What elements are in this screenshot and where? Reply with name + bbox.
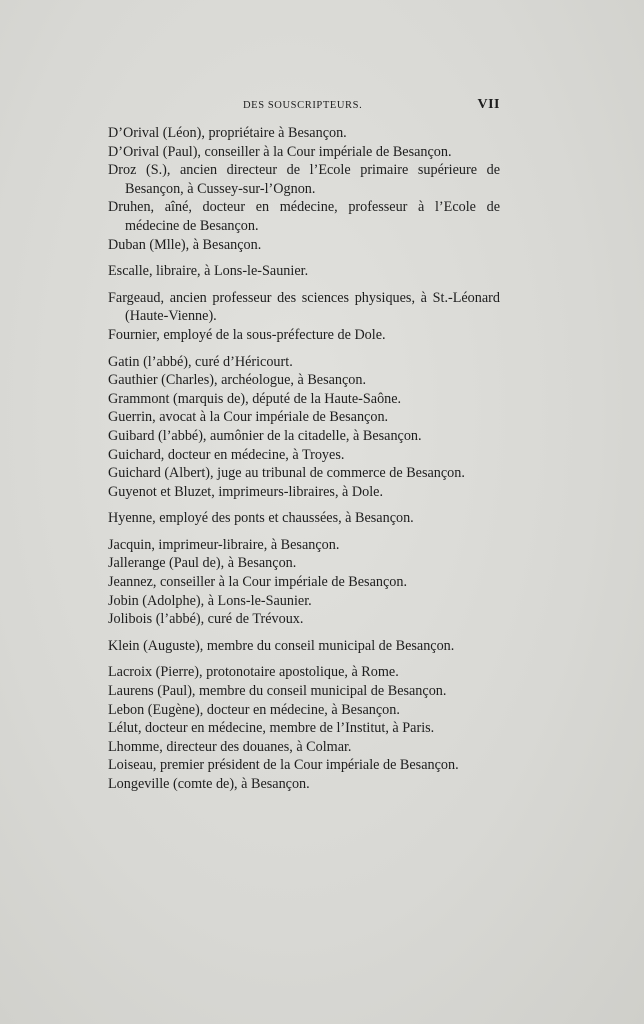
subscriber-entry: Jolibois (l’abbé), curé de Trévoux. [108, 611, 304, 628]
subscriber-entry: Jobin (Adolphe), à Lons-le-Saunier. [108, 592, 312, 609]
subscriber-entry: Longeville (comte de), à Besançon. [108, 776, 310, 792]
subscriber-entry: Lebon (Eugène), docteur en médecine, à Besançon. [108, 701, 400, 718]
subscriber-entry: Droz (S.), ancien directeur de l’Ecole primaire supérieure de Besançon, à Cussey-sur-l’Ognon. [108, 162, 500, 197]
page-number: VII [477, 97, 500, 112]
subscriber-entry: Lhomme, directeur des douanes, à Colmar. [108, 738, 352, 755]
subscriber-entry: Jacquin, imprimeur-libraire, à Besançon. [108, 536, 340, 553]
subscriber-list [108, 124, 500, 794]
subscriber-entry: Klein (Auguste), membre du conseil municipal de Besançon. [108, 637, 455, 654]
subscriber-entry: Loiseau, premier président de la Cour impériale de Besançon. [108, 757, 459, 774]
subscriber-entry: Guibard (l’abbé), aumônier de la citadelle, à Besançon. [108, 427, 422, 444]
page-header [108, 96, 500, 116]
subscriber-entry: Guerrin, avocat à la Cour impériale de Besançon. [108, 409, 389, 426]
running-title: DES SOUSCRIPTEURS. [243, 100, 363, 111]
subscriber-entry: D’Orival (Léon), propriétaire à Besançon. [108, 125, 347, 141]
subscriber-entry: Laurens (Paul), membre du conseil municipal de Besançon. [108, 683, 447, 700]
subscriber-entry: Jeannez, conseiller à la Cour impériale de Besançon. [108, 574, 407, 591]
subscriber-entry: Fargeaud, ancien professeur des sciences physiques, à St.-Léonard (Haute-Vienne). [108, 289, 500, 325]
subscriber-entry: Guichard (Albert), juge au tribunal de commerce de Besançon. [108, 465, 465, 482]
subscriber-entry: Escalle, libraire, à Lons-le-Saunier. [108, 263, 309, 280]
subscriber-entry: Gauthier (Charles), archéologue, à Besançon. [108, 372, 367, 389]
subscriber-entry: Gatin (l’abbé), curé d’Héricourt. [108, 353, 293, 370]
subscriber-entry: D’Orival (Paul), conseiller à la Cour impériale de Besançon. [108, 143, 452, 160]
subscriber-entry: Guyenot et Bluzet, imprimeurs-libraires, à Dole. [108, 483, 384, 500]
subscriber-entry: Lacroix (Pierre), protonotaire apostolique, à Rome. [108, 664, 399, 681]
subscriber-entry: Guichard, docteur en médecine, à Troyes. [108, 446, 345, 463]
subscriber-entry: Druhen, aîné, docteur en médecine, professeur à l’Ecole de médecine de Besançon. [108, 199, 500, 234]
subscriber-entry: Duban (Mlle), à Besançon. [108, 236, 262, 253]
subscriber-entry: Hyenne, employé des ponts et chaussées, à Besançon. [108, 510, 414, 527]
subscriber-entry: Fournier, employé de la sous-préfecture de Dole. [108, 326, 386, 343]
subscriber-entry: Jallerange (Paul de), à Besançon. [108, 555, 297, 572]
subscriber-entry: Grammont (marquis de), député de la Haute-Saône. [108, 390, 402, 407]
subscriber-entry: Lélut, docteur en médecine, membre de l’Institut, à Paris. [108, 720, 435, 737]
